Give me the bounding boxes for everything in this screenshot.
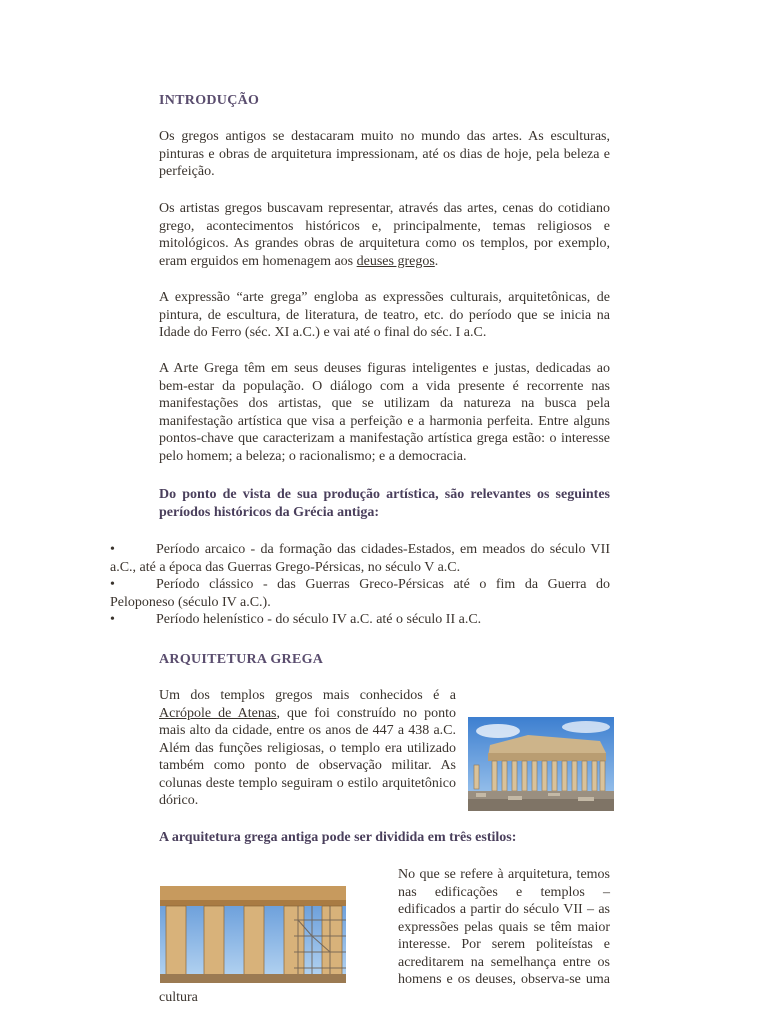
link-deuses-gregos[interactable]: deuses gregos [356,253,435,269]
temple-columns-photo [160,886,346,983]
periods-lead [159,486,610,521]
architecture-p1-after: , que foi construído no ponto mais alto da cidade, entre os anos de 447 a 438 a.C. Além das funções religiosas, o templo era utilizado também como ponto de observação militar. As colunas deste templo seguiram o estilo arquitetônico dórico. [159,705,456,808]
bullet-icon: • [110,577,115,592]
list-item [110,611,610,629]
intro-paragraph-3 [159,289,610,342]
periods-lead-text: Do ponto de vista de sua produção artística, são relevantes os seguintes períodos históricos da Grécia antiga: [159,487,610,520]
list-item [110,576,610,611]
period-classico: Período clássico - das Guerras Greco-Pérsicas até o fim da Guerra do Peloponeso (século IV a.C.). [110,577,610,610]
intro-p4-text: A Arte Grega têm em seus deuses figuras inteligentes e justas, dedicadas ao bem-estar da população. O diálogo com a vida presente é recorrente nas manifestações dos artistas, que se utilizam da natureza na busca pela manifestação artística que visa a perfeição e a harmonia perfeita. Entre alguns pontos-chave que caracterizam a manifestação artística grega estão: o interesse pelo homem; a beleza; o racionalismo; e a democracia. [159,361,610,464]
intro-paragraph-4 [159,360,610,465]
architecture-paragraph-2 [159,866,610,1006]
intro-p2-text [159,200,610,270]
intro-p3-text: A expressão “arte grega” engloba as expressões culturais, arquitetônicas, de pintura, de escultura, de literatura, de teatro, etc. do período que se inicia na Idade do Ferro (séc. XI a.C.) e vai até o final do séc. I a.C. [159,290,610,340]
intro-p2-after: . [434,253,439,269]
intro-paragraph-2 [159,200,610,270]
bullet-icon: • [110,612,115,627]
parthenon-photo [468,717,614,811]
period-arcaico: Período arcaico - da formação das cidades-Estados, em meados do século VII a.C., até a época das Guerras Grego-Pérsicas, no século V a.C. [110,542,610,575]
period-helenistico: Período helenístico - do século IV a.C. até o século II a.C. [156,612,482,627]
intro-p2-before: Os artistas gregos buscavam representar, através das artes, cenas do cotidiano grego, acontecimentos históricos e, principalmente, temas religiosos e mitológicos. As grandes obras de arquitetura como os templos, por exemplo, eram erguidos em homenagem aos [159,201,610,269]
intro-p1-text: Os gregos antigos se destacaram muito no mundo das artes. As esculturas, pinturas e obras de arquitetura impressionam, até os dias de hoje, pela beleza e perfeição. [159,129,610,179]
architecture-p1-before: Um dos templos gregos mais conhecidos é a [159,688,456,703]
periods-list [110,541,610,629]
link-acropole-de-atenas[interactable]: Acrópole de Atenas [159,705,277,721]
architecture-paragraph-1 [159,687,610,811]
bullet-icon: • [110,542,115,557]
architecture-p2-text: No que se refere à arquitetura, temos nas edificações e templos – edificados a partir do século VII – as expressões pelas quais se têm maior interesse. Por serem politeístas e acreditarem na semelhança entre os homens e os deuses, observa-se uma cultura [159,867,610,1005]
intro-paragraph-1 [159,128,610,181]
styles-lead-text: A arquitetura grega antiga pode ser dividida em três estilos: [159,830,517,845]
list-item [110,541,610,576]
architecture-heading: ARQUITETURA GREGA [159,652,324,667]
styles-lead [159,829,610,847]
intro-heading: INTRODUÇÃO [159,93,260,108]
